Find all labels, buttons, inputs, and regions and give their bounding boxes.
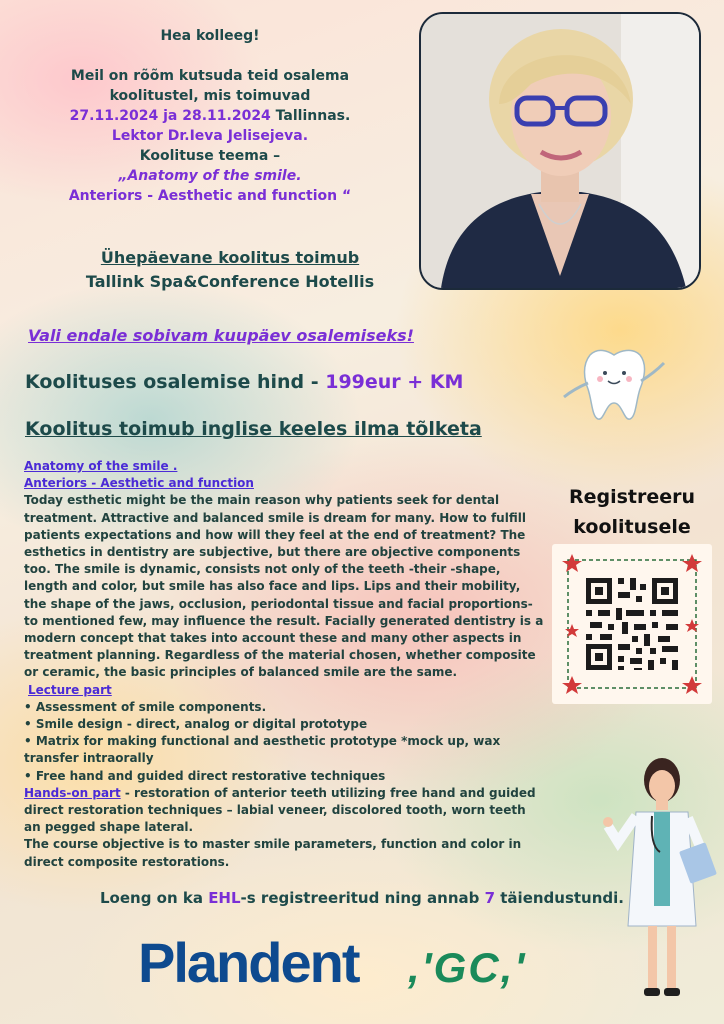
course-title-2: Anteriors - Aesthetic and function — [24, 476, 254, 491]
greeting: Hea kolleeg! — [160, 28, 260, 44]
hours-count: 7 — [484, 889, 496, 907]
lecture-item: • Assessment of smile components. — [24, 699, 267, 714]
lecturer-photo — [419, 12, 701, 290]
ehl-label: EHL — [208, 889, 241, 907]
register-line-1: Registreeru — [568, 486, 696, 508]
invite-line-2: koolitustel, mis toimuvad — [109, 88, 311, 104]
course-objective: The course objective is to master smile parameters, function and color in direct composite restorations. — [24, 837, 522, 869]
registration-qr-code[interactable] — [552, 544, 712, 704]
invitation-block — [40, 26, 380, 206]
course-text: Today esthetic might be the main reason why patients seek for dental treatment. Attractive and balanced smile is dream for many. How to fulfill patients expectations and how will they feel at the end of treatment? The esthetics in dentistry are subjective, but there are objective components too. The smile is dynamic, consists not only of the teeth -their -shape, length and color, but smile has also face and lips. Lips and their mobility, the shape of the jaws, occlusion, periodontal tissue and facial proportions-to mentioned few, may influence the result. Facially generated dentistry is a modern concept that takes into account these and many other aspects in treatment planning. Regardless of the material chosen, whether composite or ceramic, the basic principles of balanced smile are the same. — [24, 493, 544, 680]
price-line — [25, 371, 463, 393]
footer-pre: Loeng on ka — [99, 889, 209, 907]
gc-logo: ,'GC,' — [408, 944, 527, 991]
tooth-mascot — [556, 345, 672, 425]
lecture-item: • Smile design - direct, analog or digital prototype — [24, 717, 368, 732]
venue-line-2: Tallink Spa&Conference Hotellis — [85, 272, 375, 291]
training-dates: 27.11.2024 ja 28.11.2024 — [69, 108, 271, 124]
dentist-illustration — [600, 756, 720, 1006]
invite-line-1: Meil on rõõm kutsuda teid osalema — [70, 68, 350, 84]
accreditation-note — [0, 889, 724, 907]
register-heading — [552, 482, 712, 542]
city: Tallinnas. — [270, 108, 351, 124]
venue-block — [50, 246, 410, 294]
hands-on-label: Hands-on part — [24, 785, 121, 800]
qr-code-icon — [552, 544, 712, 704]
portrait-illustration — [421, 14, 699, 288]
topic-line-1: „Anatomy of the smile. — [118, 168, 302, 184]
hands-on-text: - restoration of anterior teeth utilizing free hand and guided direct restoration techniques – labial veneer, discolored tooth, worn teeth an pegged shape lateral. — [24, 785, 536, 835]
price-label: Koolituses osalemise hind - — [25, 371, 326, 393]
plandent-logo: Plandent — [138, 931, 359, 994]
doctor-icon — [600, 756, 720, 1006]
hands-on-line — [24, 785, 544, 837]
venue-line-1: Ühepäevane koolitus toimub — [100, 248, 360, 267]
footer-mid: -s registreeritud ning annab — [240, 889, 485, 907]
date-line — [40, 106, 380, 126]
lecture-item: • Free hand and guided direct restorative techniques — [24, 768, 386, 783]
tooth-icon — [556, 345, 672, 425]
course-title-1: Anatomy of the smile . — [24, 459, 178, 473]
footer-post: täiendustundi. — [495, 889, 624, 907]
price-value: 199eur + KM — [325, 371, 464, 393]
language-note: Koolitus toimub inglise keeles ilma tõlketa — [25, 418, 482, 440]
course-description — [24, 458, 544, 871]
choose-date-heading: Vali endale sobivam kuupäev osalemiseks! — [28, 326, 414, 345]
lecture-part-label: Lecture part — [28, 682, 112, 697]
lecture-item: • Matrix for making functional and aesthetic prototype *mock up, wax transfer intraorally — [24, 734, 501, 766]
register-line-2: koolitusele — [573, 516, 691, 538]
topic-line-2: Anteriors - Aesthetic and function “ — [68, 188, 352, 204]
lecturer: Lektor Dr.Ieva Jelisejeva. — [111, 128, 309, 144]
topic-label: Koolituse teema – — [139, 148, 281, 164]
